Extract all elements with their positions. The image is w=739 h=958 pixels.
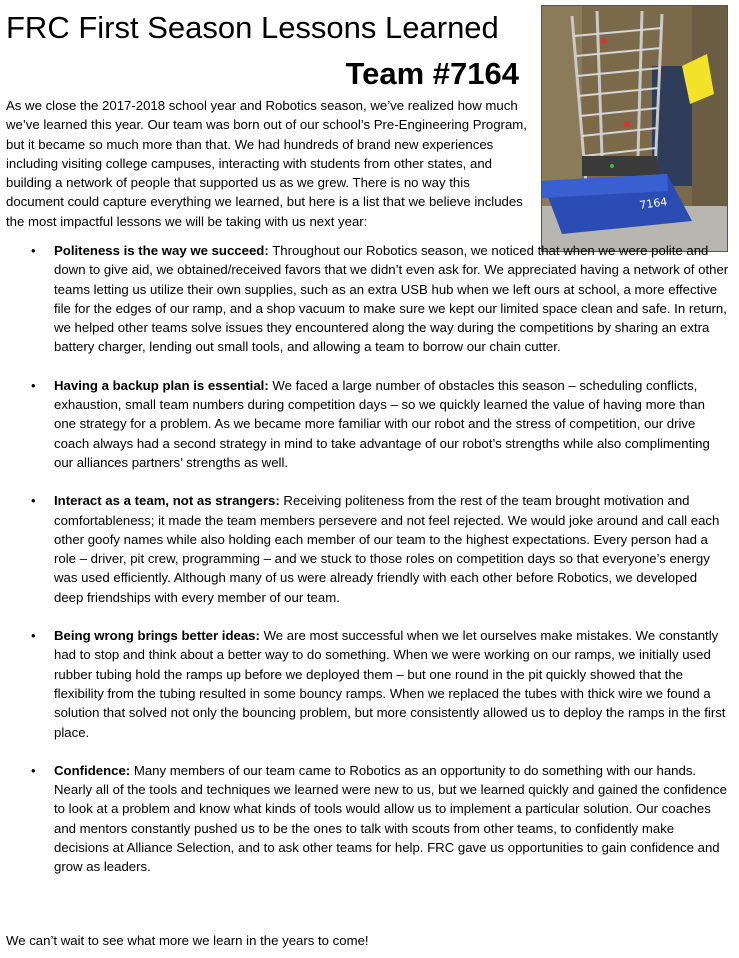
robot-photo: [541, 5, 728, 252]
lesson-heading: Confidence:: [54, 762, 131, 778]
intro-paragraph: As we close the 2017-2018 school year and Robotics season, we’ve realized how much we’ve learned this year. Our team was born out of our school’s Pre-Engineering Program, but it became so much more than that. We had hundreds of brand new experiences including visiting college campuses, interacting with students from other states, and building a network of people that supported us as we grew. There is no way this document could capture everything we learned, but here is a list that we believe includes the most impactful lessons we will be taking with us next year:: [6, 98, 527, 229]
lesson-text: We faced a large number of obstacles this season – scheduling conflicts, exhaustion, small team numbers during competition days – so we quickly learned the value of having more than one strategy for a problem. As we became more familiar with our robot and the stress of competition, our drive coach always had a second strategy in mind to take advantage of our robot’s strengths while also complimenting our alliances partners’ strengths as well.: [54, 377, 710, 470]
robot-illustration: [542, 6, 727, 251]
robot-number-label: 7164: [638, 195, 669, 212]
lessons-list: [0, 241, 739, 896]
list-item: [0, 376, 739, 472]
lesson-heading: Being wrong brings better ideas:: [54, 628, 260, 644]
bullet-icon: •: [31, 493, 36, 509]
lesson-heading: Politeness is the way we succeed:: [54, 243, 269, 258]
bullet-icon: •: [31, 377, 36, 393]
bullet-icon: •: [31, 628, 36, 644]
lesson-text: Many members of our team came to Robotics as an opportunity to do something with our hands. Nearly all of the tools and techniques we learned were new to us, but we learned quickly and gained the confidence to look at a problem and know what kinds of tools would allow us to implement a particular solution. Our coaches and mentors constantly pushed us to be the ones to talk with scouts from other teams, to confidently make decisions at Alliance Selection, and to ask other teams for help. FRC gave us opportunities to gain confidence and grow as leaders.: [54, 762, 727, 875]
list-item: [0, 761, 739, 877]
lesson-heading: Interact as a team, not as strangers:: [54, 493, 280, 509]
team-number: Team #7164: [345, 56, 519, 91]
lesson-text: We are most successful when we let ourselves make mistakes. We constantly had to stop and think about a better way to do something. When we were working on our ramps, we initially used rubber tubing hold the ramps up before we deployed them – but one round in the pit quickly showed that the flexibility from the tubing resulted in some bouncy ramps. When we replaced the tubes with thick wire we found a solution that solved not only the bouncing problem, but more consistently allowed us to deploy the ramps in the first place.: [54, 628, 726, 740]
list-item: [0, 491, 739, 607]
closing-sentence: We can’t wait to see what more we learn in the years to come!: [6, 933, 369, 948]
list-item: [0, 241, 739, 357]
document-title: FRC First Season Lessons Learned: [6, 10, 499, 45]
bullet-icon: •: [31, 243, 36, 258]
bullet-icon: •: [31, 762, 36, 778]
lesson-text: Throughout our Robotics season, we noticed that when we were polite and down to give aid, we obtained/received favors that we didn’t even ask for. We appreciated having a network of other teams letting us utilize their own supplies, such as an extra USB hub when we left ours at school, a more effective file for the edges of our ramp, and a shop vacuum to make sure we kept our limited space clean and safe. In return, we helped other teams solve issues they encountered along the way during the competitions by sharing an extra battery charger, lending out small tools, and allowing a team to borrow our chain cutter.: [54, 243, 729, 355]
lesson-text: Receiving politeness from the rest of the team brought motivation and comfortableness; it made the team members persevere and not feel rejected. We would joke around and call each other goofy names while also holding each member of our team to the highest expectations. Every person had a role – driver, pit crew, programming – and we stuck to those roles on competition days so that everyone’s energy was used efficiently. Although many of us were already friendly with each other before Robotics, we developed deep friendships with every member of our team.: [54, 493, 720, 605]
list-item: [0, 626, 739, 742]
lesson-heading: Having a backup plan is essential:: [54, 377, 269, 393]
